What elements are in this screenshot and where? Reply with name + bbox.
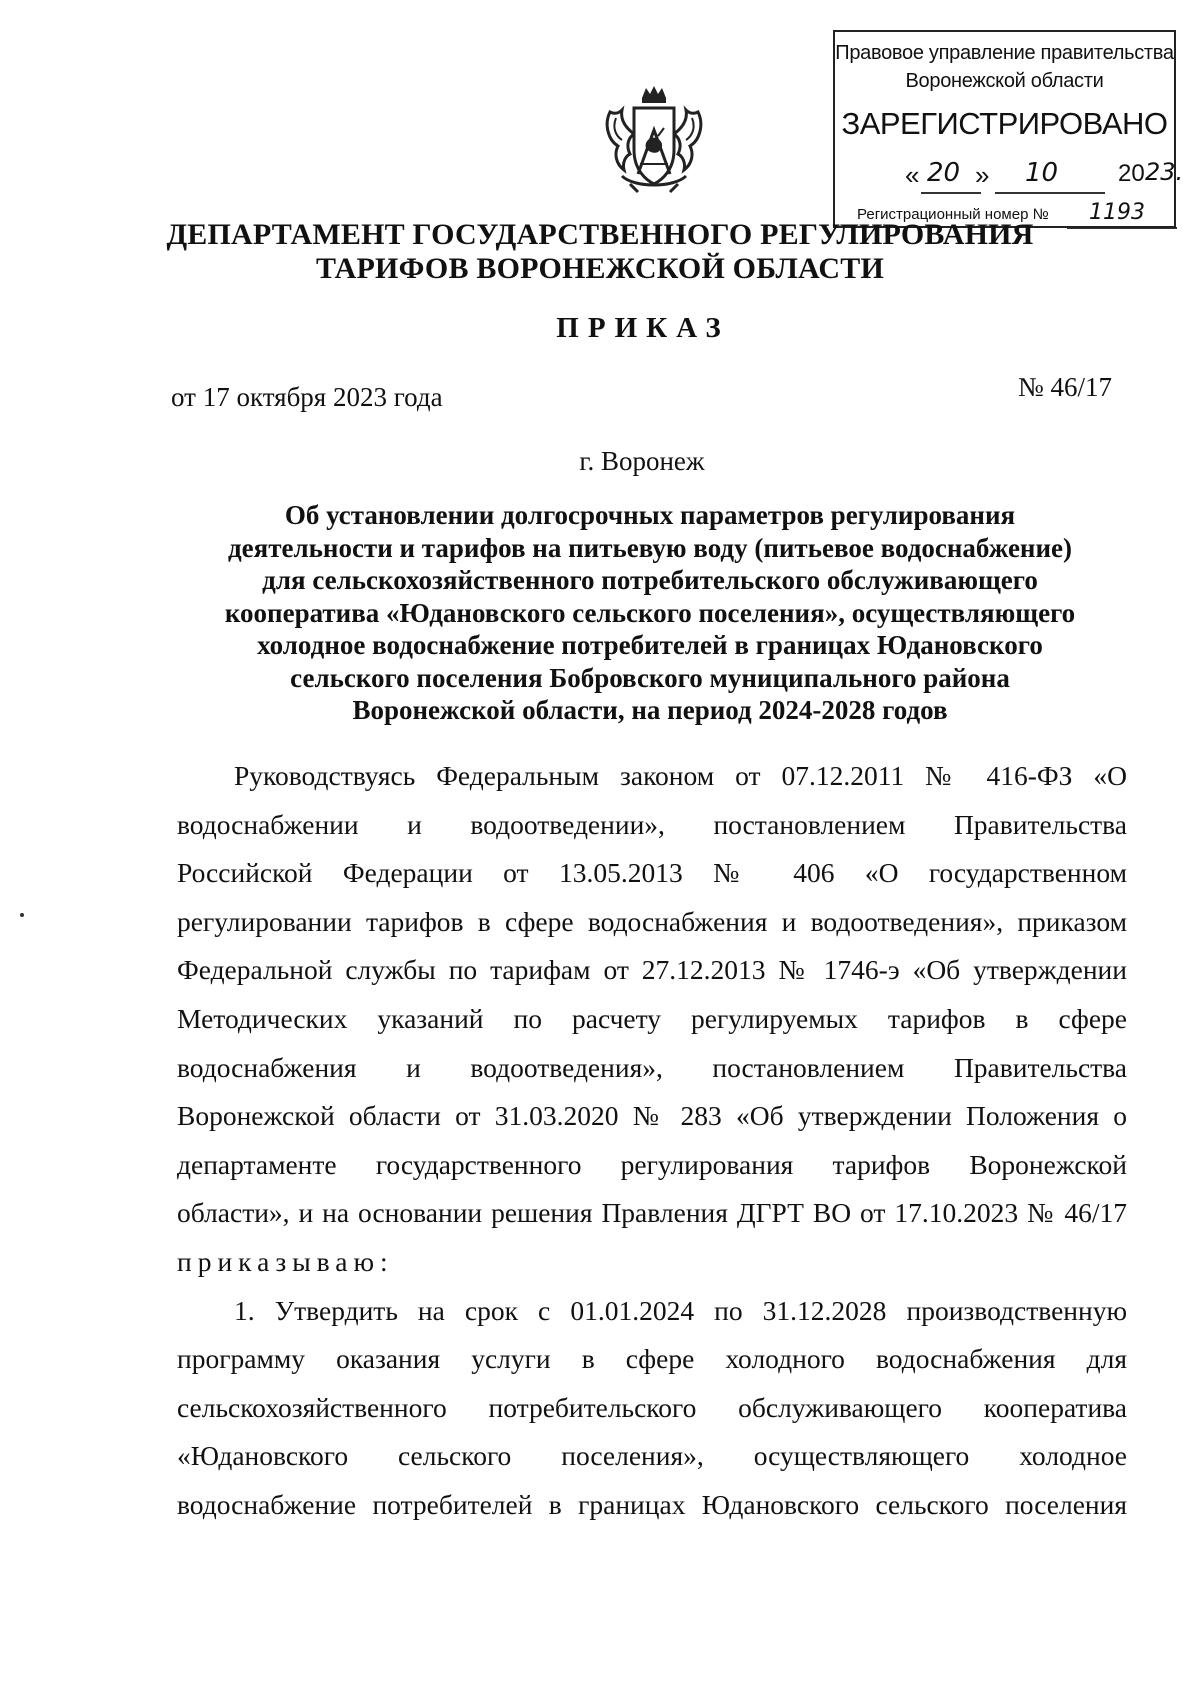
stamp-org-line2: Воронежской области <box>905 70 1104 92</box>
preamble-line: области», и на основании решения Правления ДГРТ ВО от 17.10.2023 № 46/17 <box>177 1197 1127 1229</box>
item-1-line: 1. Утвердить на срок с 01.01.2024 по 31.12.2028 производственную <box>234 1294 1127 1326</box>
department-name-line1: ДЕПАРТАМЕНТ ГОСУДАРСТВЕННОГО РЕГУЛИРОВАНИЯ <box>166 218 1034 251</box>
preamble-line: регулировании тарифов в сфере водоснабжения и водоотведения», приказом <box>177 905 1127 937</box>
preamble-line: Воронежской области от 31.03.2020 № 283 «Об утверждении Положения о <box>177 1100 1127 1132</box>
title-line: деятельности и тарифов на питьевую воду (питьевое водоснабжение) <box>227 532 1073 563</box>
stamp-date-year-prefix: 20 <box>1118 160 1145 187</box>
stamp-date-month: 10 <box>1025 158 1059 188</box>
document-body <box>177 752 1127 1530</box>
stamp-organization <box>835 39 1174 95</box>
title-line: Об установлении долгосрочных параметров регулирования <box>284 500 1016 530</box>
coat-of-arms-emblem <box>600 84 708 196</box>
document-type: ПРИКАЗ <box>556 312 730 344</box>
document-number: № 46/17 <box>1018 372 1113 402</box>
stamp-date-year-suffix: 23. <box>1145 158 1184 186</box>
stamp-date-day-underline <box>921 192 981 194</box>
item-1-line: сельскохозяйственного потребительского обслуживающего кооператива <box>177 1391 1127 1423</box>
preamble-line: Федеральной службы по тарифам от 27.12.2013 № 1746-э «Об утверждении <box>177 954 1127 986</box>
registration-stamp <box>833 30 1184 226</box>
title-line: холодное водоснабжение потребителей в границах Юдановского <box>257 630 1043 660</box>
department-name-line2: ТАРИФОВ ВОРОНЕЖСКОЙ ОБЛАСТИ <box>315 252 885 285</box>
document-title <box>180 499 1120 727</box>
order-word: приказываю: <box>177 1245 394 1277</box>
item-1-line: «Юдановского сельского поселения», осуществляющего холодное <box>177 1440 1127 1472</box>
stamp-date-month-underline <box>995 192 1105 194</box>
stamp-org-line1: Правовое управление правительства <box>835 42 1174 64</box>
preamble-line: водоснабжении и водоотведении», постановлением Правительства <box>177 808 1127 840</box>
title-line: Воронежской области, на период 2024-2028 годов <box>352 695 948 725</box>
item-1-line: программу оказания услуги в сфере холодного водоснабжения для <box>177 1343 1127 1375</box>
stamp-date-day: 20 <box>927 158 961 188</box>
scan-mark <box>20 913 24 917</box>
item-1-paragraph <box>177 1287 1127 1530</box>
preamble-line: Российской Федерации от 13.05.2013 № 406 «О государственном <box>177 857 1127 889</box>
stamp-registered-title: ЗАРЕГИСТРИРОВАНО <box>841 106 1168 141</box>
title-line: сельского поселения Бобровского муниципального района <box>290 662 1010 693</box>
preamble-paragraph <box>177 752 1127 1238</box>
preamble-line: водоснабжения и водоотведения», постановлением Правительства <box>177 1051 1127 1083</box>
preamble-line: Руководствуясь Федеральным законом от 07.12.2011 № 416-ФЗ «О <box>234 760 1127 791</box>
stamp-reg-label: Регистрационный номер № <box>857 206 1049 223</box>
stamp-date: « 20 » 10 20 23. <box>875 158 1165 198</box>
preamble-line: Методических указаний по расчету регулируемых тарифов в сфере <box>177 1002 1127 1034</box>
document-city: г. Воронеж <box>579 446 705 476</box>
item-1-line: водоснабжение потребителей в границах Юдановского сельского поселения <box>177 1488 1127 1520</box>
document-date: от 17 октября 2023 года <box>171 382 443 412</box>
preamble-line: департаменте государственного регулирования тарифов Воронежской <box>177 1148 1127 1180</box>
stamp-reg-number: 1193 <box>1089 200 1145 225</box>
title-line: для сельскохозяйственного потребительского обслуживающего <box>262 565 1038 595</box>
order-word-paragraph <box>177 1238 1127 1287</box>
title-line: кооператива «Юдановского сельского поселения», осуществляющего <box>224 597 1076 628</box>
